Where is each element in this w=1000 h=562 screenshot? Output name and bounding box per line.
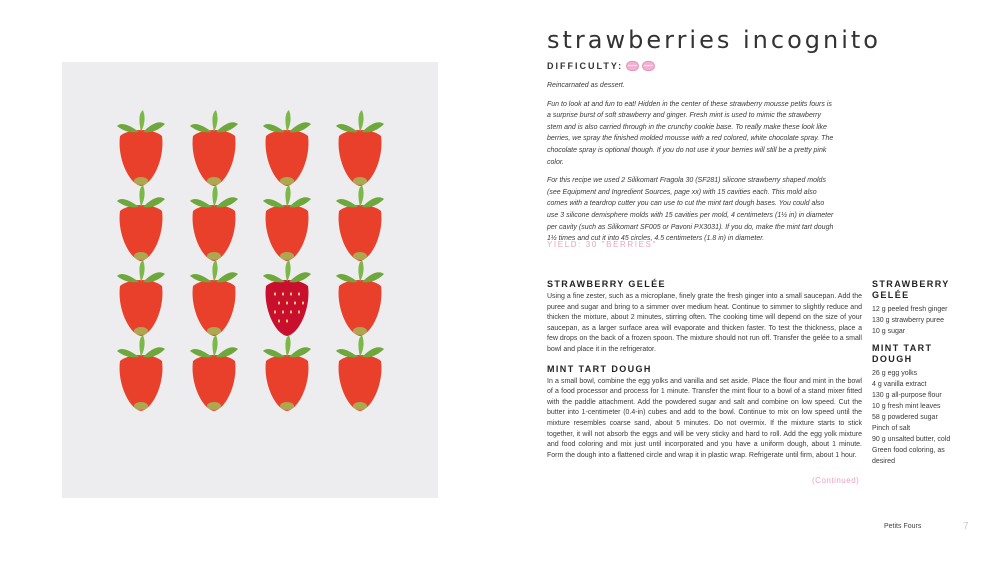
section-body: In a small bowl, combine the egg yolks and vanilla and set aside. Place the flour and mint in the bowl of a food processor and process for 1 minute. Transfer the mint flour to a bowl of a stand mixer fitted with the paddle attachment. Add the powdered sugar and salt and combine on low speed. Cut the butter into 1-centimeter (0.4-in) cubes and add to the bowl. Continue to mix on low speed until the mixture resembles coarse sand, about 5 minutes. Do not overmix. If the mixture starts to stick together, it will not absorb the eggs and will be very sticky and hard to roll. Add the egg yolk mixture and food coloring and mix just until incorporated and you have a uniform dough, about 1 minute. Form the dough into a flattened circle and wrap it in plastic wrap. Refrigerate until firm, about 1 hour. [547,377,862,459]
section-heading: STRAWBERRY GELÉE [547,279,666,289]
mousse-strawberry [117,185,165,261]
ingredient-item: 26 g egg yolks [872,370,918,377]
difficulty-rating [547,59,655,73]
section-heading: MINT TART DOUGH [547,363,652,374]
mousse-strawberry [263,110,311,186]
mousse-strawberry [336,260,384,336]
mousse-strawberry [263,185,311,261]
mousse-strawberry [117,110,165,186]
recipe-intro [547,80,837,252]
intro-paragraph: Fun to look at and fun to eat! Hidden in the center of these strawberry mousse petits fours is a surprise burst of soft strawberry and ginger. Fresh mint is used to mimic the strawberry stem and is also carried through in the crunchy cookie base. To really make these look like berries, we spray the finished molded mousse with a red colored, white chocolate spray. The chocolate spray is optional though. If you do not use it your berries will still be a pretty pink color. [547,100,834,166]
mousse-strawberry [336,185,384,261]
ingredient-item: 12 g peeled fresh ginger [872,306,948,313]
mousse-strawberry [117,260,165,336]
macaron-icon [642,61,655,71]
mousse-strawberry [190,260,238,336]
mousse-strawberry [190,110,238,186]
strawberry-photo [62,62,438,498]
ingredient-item: 90 g unsalted butter, cold [872,436,951,443]
mousse-strawberry [190,185,238,261]
ingredient-item: 10 g fresh mint leaves [872,403,941,410]
mousse-strawberry [190,335,238,411]
ingredient-item: 130 g all-purpose flour [872,392,942,399]
ingredient-heading: MINT TART DOUGH [872,343,933,364]
ingredient-item: 4 g vanilla extract [872,381,927,388]
mousse-strawberry [336,335,384,411]
ingredient-item: 58 g powdered sugar [872,414,938,421]
ingredients-column [872,279,962,473]
mousse-strawberry [117,335,165,411]
strawberry-grid-image [62,62,438,498]
difficulty-label: DIFFICULTY: [547,61,624,71]
ingredient-item: 10 g sugar [872,328,906,335]
ingredient-item: 130 g strawberry puree [872,317,944,324]
macaron-icon [626,61,639,71]
continued-note: (Continued) [812,476,860,485]
ingredient-heading: STRAWBERRY GELÉE [872,279,950,300]
ingredient-item: Green food coloring, as desired [872,447,945,465]
recipe-title: strawberries incognito [547,26,881,54]
intro-paragraph: For this recipe we used 2 Silikomart Fragola 30 (SF281) silicone strawberry shaped molds (see Equipment and Ingredient Sources, page xx) with 15 cavities each. This mold also comes with a teardrop cutter you can use to cut the mint tart dough bases. You could also use 3 silicone demisphere molds with 15 cavities per mold, 4 centimeters (1½ in) in diameter per cavity (such as Silikomart SF005 or Pavoni PX3031). If you do, make the mint tart dough 1½ times and cut it into 45 circles, 4.5 centimeters (1.8 in) in diameter. [547,177,834,243]
real-strawberry [263,260,311,336]
ingredient-list [872,368,962,467]
intro-tagline: Reincarnated as dessert. [547,82,625,89]
ingredient-item: Pinch of salt [872,425,911,432]
recipe-yield: YIELD: 30 "BERRIES" [547,240,657,249]
method-column [547,279,862,469]
mousse-strawberry [263,335,311,411]
mousse-strawberry [336,110,384,186]
ingredient-list [872,304,962,337]
page-number: 7 [963,521,969,532]
footer-section-name: Petits Fours [884,523,922,530]
section-body: Using a fine zester, such as a microplane, finely grate the fresh ginger into a small saucepan. Add the puree and sugar and bring to a simmer over medium heat. Continue to simmer to slightly reduce and thicken the mixture, about 2 minutes, stirring often. The cooking time will depend on the size of your saucepan, as a larger surface area will evaporate and thicken faster. To test the thickness, place a few drops on the back of a frozen spoon. The mixture should not run off. Transfer the gelée to a small bowl and place it in the refrigerator. [547,293,862,353]
